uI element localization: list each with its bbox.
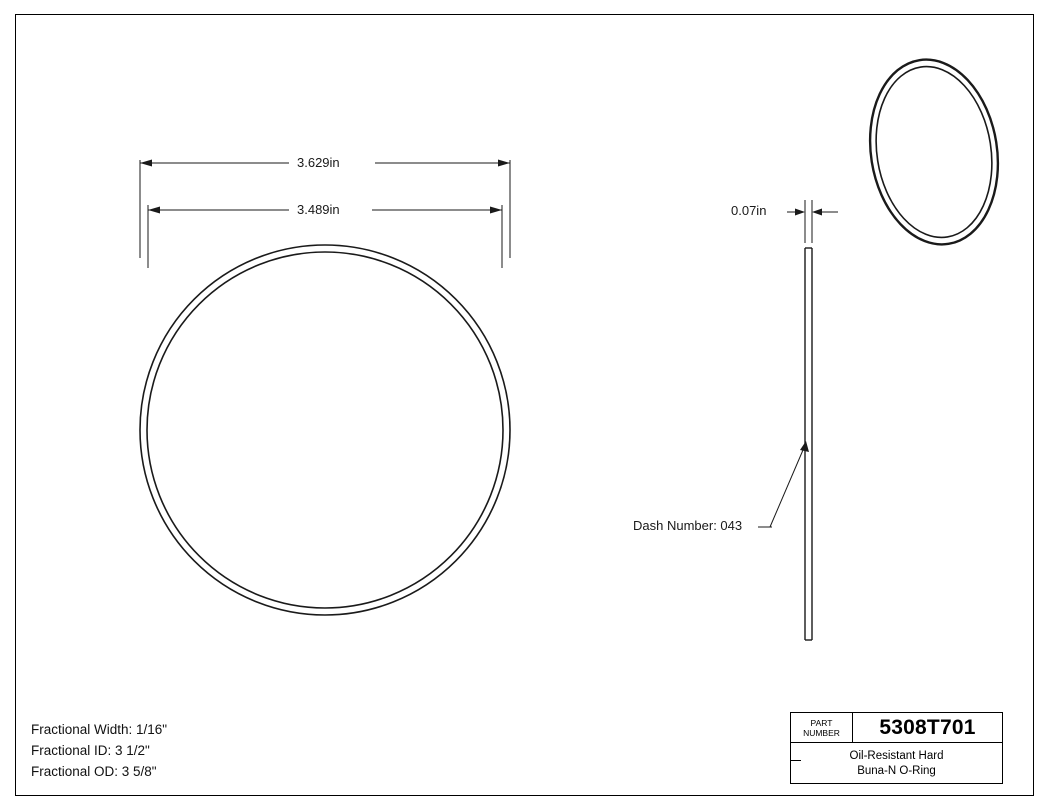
spec-fractional-id: Fractional ID: 3 1/2" [31,743,150,758]
dimension-label-cross-section: 0.07in [731,203,767,218]
annotation-dash-number: Dash Number: 043 [633,518,743,533]
arrowhead-od-right [498,160,510,167]
part-description-line1: Oil-Resistant Hard [849,749,944,762]
part-number-label [791,713,853,742]
arrowhead-od-left [140,160,152,167]
arrowhead-cs-left [795,209,805,216]
spec-fractional-od: Fractional OD: 3 5/8" [31,764,157,779]
oring-isometric-view [857,50,1011,253]
part-number-value: 5308T701 [879,715,976,739]
spec-fractional-width: Fractional Width: 1/16" [31,722,168,737]
part-number-label-line2: NUMBER [803,727,840,738]
title-block-part-row [791,713,1002,743]
leader-dash-number [758,441,809,527]
dimension-label-outer-diameter: 3.629in [297,155,340,170]
arrowhead-cs-right [812,209,822,216]
leader-line-dash-number [770,443,806,527]
title-block [790,712,1003,784]
title-block-tick [791,760,801,761]
oring-inner-circle [147,252,503,608]
specification-list [31,719,167,782]
part-description-line2: Buna-N O-Ring [857,764,936,777]
part-description [791,743,1002,784]
part-number-label-line1: PART [810,717,833,728]
arrowhead-id-right [490,207,502,214]
dimension-label-inner-diameter: 3.489in [297,202,340,217]
arrowhead-id-left [148,207,160,214]
dimension-cross-section [787,200,838,243]
oring-front-view [140,245,510,615]
oring-outer-circle [140,245,510,615]
iso-outer-ellipse [857,50,1011,253]
